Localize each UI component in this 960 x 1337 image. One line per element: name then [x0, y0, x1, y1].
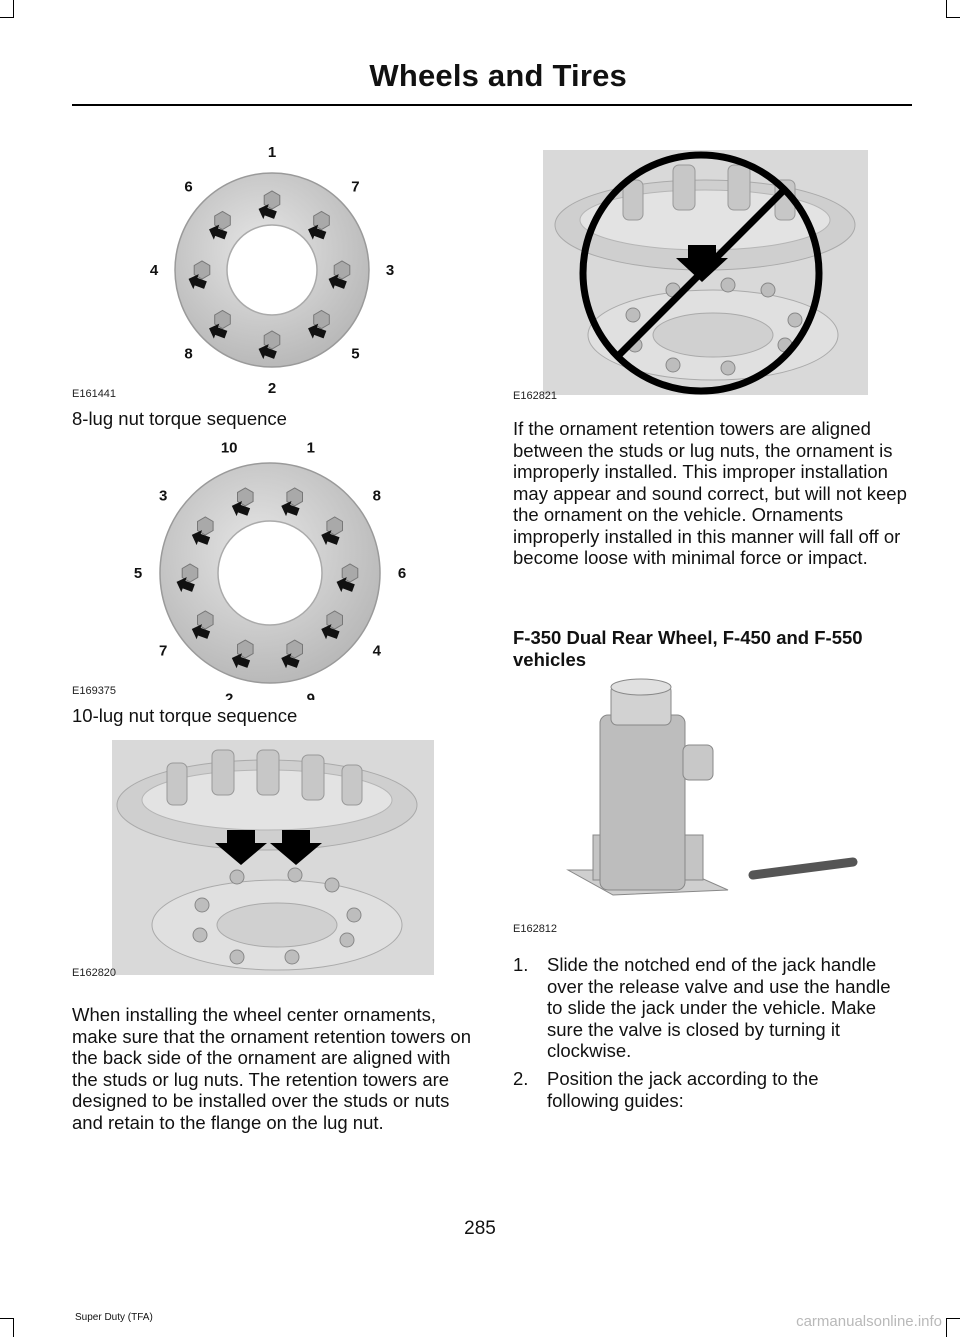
step-text: Slide the notched end of the jack handle over the release valve and use the handle to slide the jack under the vehicle. Make sure the valve is closed by turning it clockwise. — [547, 954, 891, 1061]
torque-sequence-number: 5 — [133, 565, 143, 582]
crop-mark-top-left-v — [13, 0, 14, 18]
caption-10-lug: 10-lug nut torque sequence — [72, 705, 298, 726]
figure-10-lug-torque-sequence — [72, 438, 432, 700]
crop-mark-bottom-left-h — [0, 1318, 14, 1319]
step-1 — [513, 954, 908, 1064]
torque-sequence-number: 6 — [184, 178, 193, 196]
torque-sequence-number: 1 — [306, 439, 315, 457]
paragraph-text: When installing the wheel center ornaments, make sure that the ornament retention towers on the back side of the ornament are aligned with the studs or lug nuts. The retention towers are designed to be installed over the studs or nuts and retain to the flange on the lug nut. — [72, 1004, 471, 1133]
step-text: Position the jack according to the following guides: — [547, 1068, 819, 1111]
paragraph-ornament-improper — [513, 418, 918, 569]
figure-id: E169375 — [72, 685, 117, 697]
torque-sequence-number: 6 — [397, 565, 407, 582]
paragraph-ornament-install — [72, 1004, 477, 1133]
bottle-jack-illustration — [513, 675, 875, 940]
torque-sequence-number: 4 — [149, 262, 159, 279]
torque-sequence-number: 5 — [351, 345, 360, 363]
crop-mark-bottom-right-h — [946, 1318, 960, 1319]
crop-mark-top-right-v — [946, 0, 947, 18]
page-title: Wheels and Tires — [369, 58, 627, 93]
figure-bottle-jack — [513, 675, 875, 940]
ornament-incorrect-illustration — [513, 140, 875, 405]
wheel-10-lug-illustration — [72, 438, 432, 700]
step-2 — [513, 1068, 908, 1114]
crop-mark-bottom-right-v — [946, 1318, 947, 1337]
torque-sequence-number: 3 — [385, 262, 395, 279]
header-rule — [72, 104, 912, 106]
torque-sequence-number: 2 — [267, 380, 277, 397]
torque-sequence-number: 8 — [184, 345, 193, 363]
torque-sequence-number: 4 — [372, 642, 381, 660]
crop-mark-top-right-h — [946, 17, 960, 18]
step-number: 2. — [513, 1068, 529, 1089]
figure-8-lug-torque-sequence — [72, 140, 432, 405]
torque-sequence-number: 1 — [267, 144, 277, 161]
figure-id: E162812 — [513, 923, 558, 935]
torque-sequence-number: 7 — [351, 178, 360, 196]
figure-id: E162821 — [513, 390, 558, 402]
torque-sequence-number: 7 — [159, 642, 168, 660]
crop-mark-bottom-left-v — [13, 1318, 14, 1337]
step-number: 1. — [513, 954, 529, 975]
torque-sequence-number: 2 — [225, 690, 234, 700]
wheel-8-lug-illustration — [72, 140, 432, 405]
ornament-correct-illustration — [72, 735, 434, 980]
crop-mark-top-left-h — [0, 17, 14, 18]
figure-ornament-correct — [72, 735, 434, 980]
figure-id: E162820 — [72, 967, 117, 979]
paragraph-text: If the ornament retention towers are aligned between the studs or lug nuts, the ornament is improperly installed. This improper installation may appear and sound correct, but will not keep the ornament on the vehicle. Ornaments improperly installed in this manner will fall off or become loose with minimal force or impact. — [513, 418, 907, 568]
torque-sequence-number: 9 — [306, 690, 315, 700]
watermark: carmanualsonline.info — [796, 1313, 942, 1330]
torque-sequence-number: 10 — [220, 439, 238, 457]
figure-id: E161441 — [72, 388, 117, 400]
caption-8-lug: 8-lug nut torque sequence — [72, 408, 287, 429]
figure-ornament-incorrect — [513, 140, 875, 405]
manual-name: Super Duty (TFA) — [75, 1312, 153, 1323]
torque-sequence-number: 3 — [159, 487, 168, 505]
section-heading: F-350 Dual Rear Wheel, F-450 and F-550 vehicles — [513, 627, 863, 670]
torque-sequence-number: 8 — [372, 487, 381, 505]
page-number: 285 — [464, 1218, 496, 1239]
